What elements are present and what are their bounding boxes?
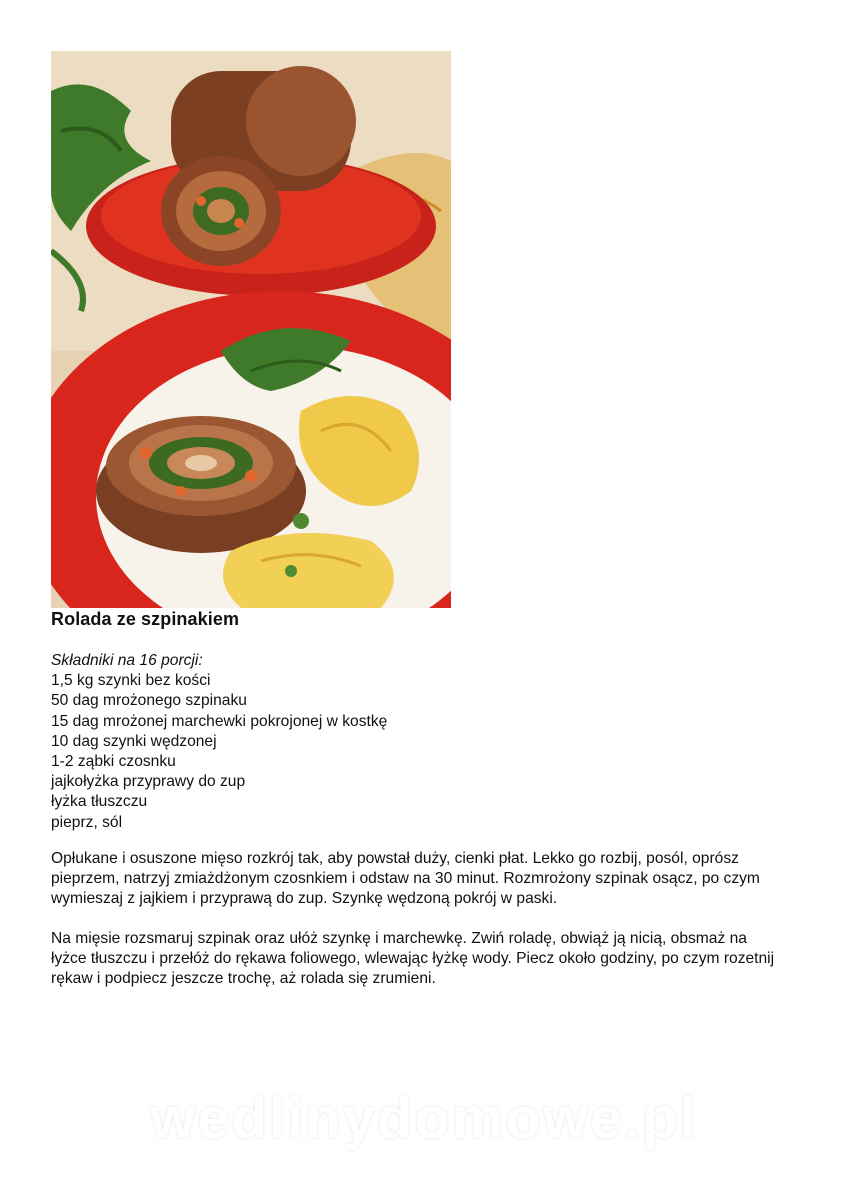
ingredient-item: 50 dag mrożonego szpinaku <box>51 692 247 710</box>
ingredient-item: 15 dag mrożonej marchewki pokrojonej w kostkę <box>51 712 388 730</box>
recipe-photo <box>51 51 451 608</box>
ingredients-section <box>51 651 751 833</box>
ingredients-list <box>51 671 751 833</box>
ingredient-item: pieprz, sól <box>51 813 123 831</box>
ingredient-item: jajkołyżka przyprawy do zup <box>51 773 246 791</box>
roulade-illustration <box>51 51 451 608</box>
ingredient-item: 1-2 ząbki czosnku <box>51 753 176 771</box>
watermark: wedlinydomowe.pl <box>150 1086 698 1151</box>
ingredient-item: łyżka tłuszczu <box>51 793 148 811</box>
preparation-paragraph-1: Opłukane i osuszone mięso rozkrój tak, aby powstał duży, cienki płat. Lekko go rozbij, posól, oprósz pieprzem, natrzyj zmiażdżonym czosnkiem i odstaw na 30 minut. Rozmrożony szpinak osącz, po czym wymieszaj z jajkiem i przyprawą do zup. Szynkę wędzoną pokrój w paski. <box>51 850 760 908</box>
ingredient-item: 10 dag szynki wędzonej <box>51 732 217 750</box>
ingredients-heading: Składniki na 16 porcji: <box>51 652 203 669</box>
ingredient-item: 1,5 kg szynki bez kości <box>51 672 211 690</box>
recipe-title: Rolada ze szpinakiem <box>51 609 240 629</box>
preparation-paragraph-2: Na mięsie rozsmaruj szpinak oraz ułóż szynkę i marchewkę. Zwiń roladę, obwiąż ją nicią, obsmaż na łyżce tłuszczu i przełóż do rękawa foliowego, wlewając łyżkę wody. Piecz około godziny, po czym rozetnij rękaw i podpiecz jeszcze trochę, aż rolada się zrumieni. <box>51 930 775 988</box>
